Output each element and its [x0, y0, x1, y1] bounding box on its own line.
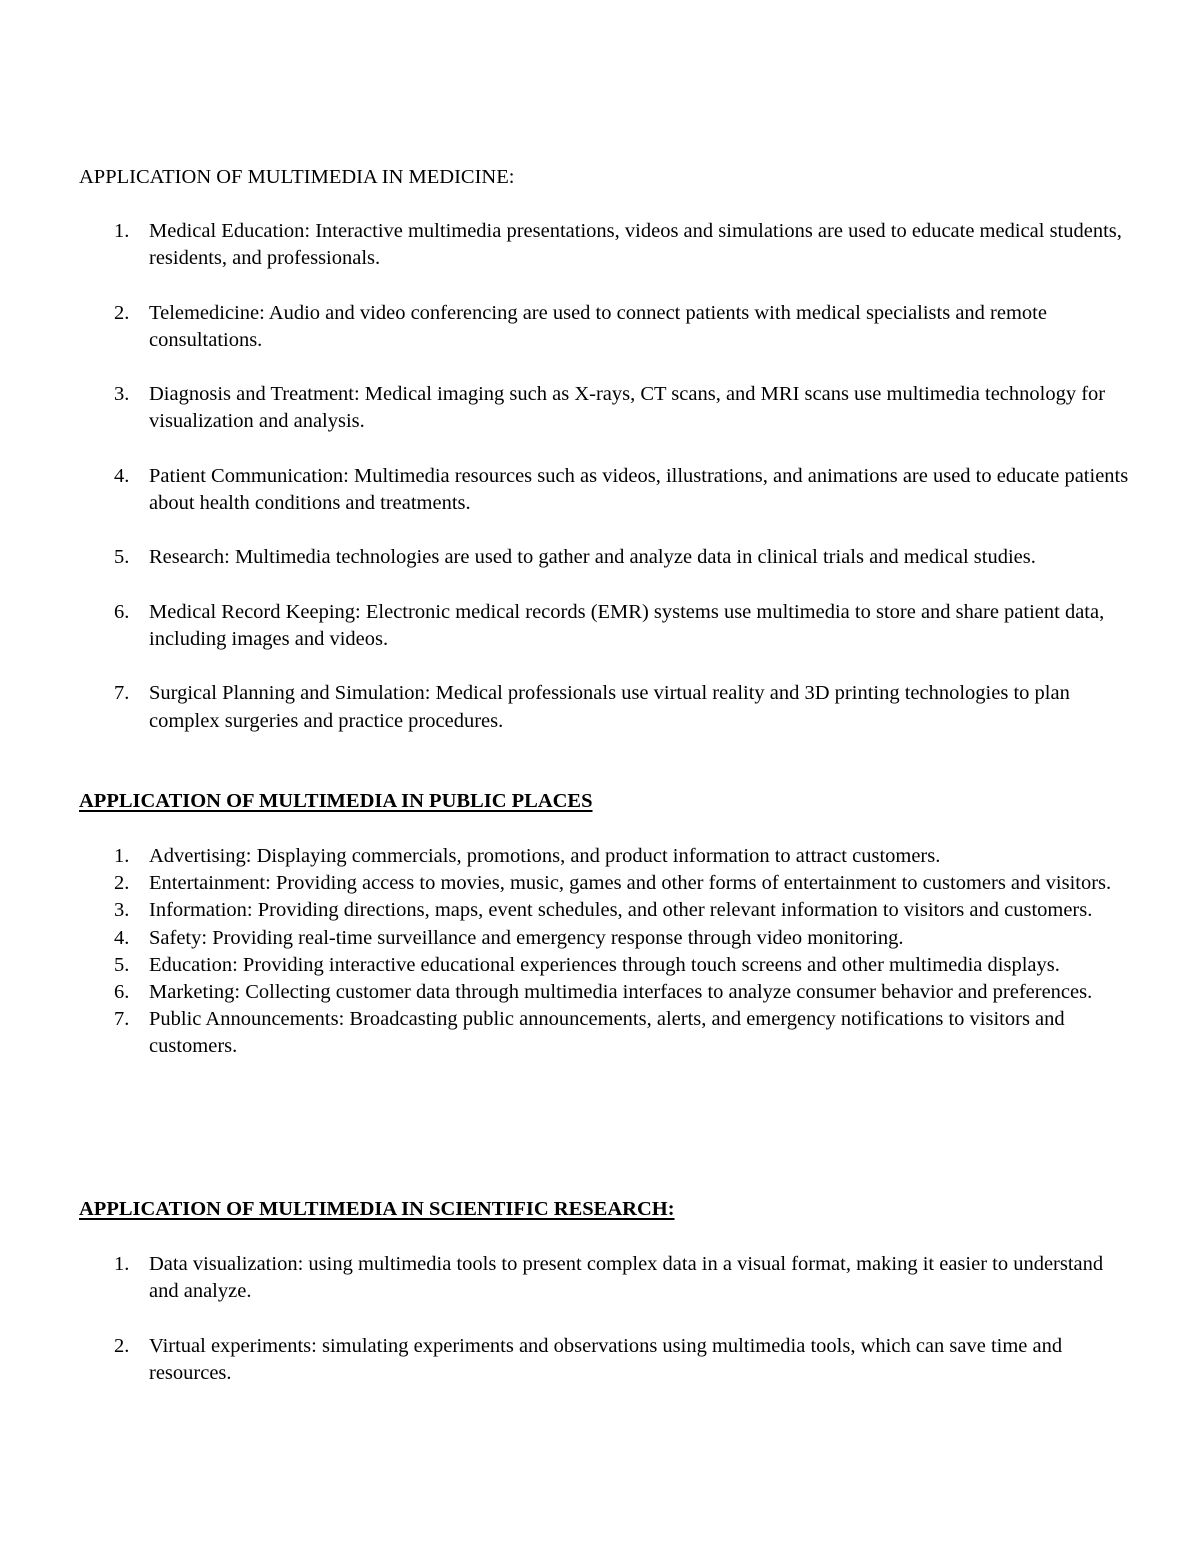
list-number: 3. [114, 899, 130, 922]
scientific-research-heading: APPLICATION OF MULTIMEDIA IN SCIENTIFIC RESEARCH: [79, 1198, 675, 1220]
list-text: Medical Record Keeping: Electronic medical records (EMR) systems use multimedia to store and share patient data, including images and videos. [149, 600, 1105, 650]
list-text: Telemedicine: Audio and video conferencing are used to connect patients with medical specialists and remote consultations. [149, 301, 1047, 351]
list-item [0, 1333, 1130, 1387]
list-item [0, 979, 1130, 1006]
list-text: Information: Providing directions, maps, event schedules, and other relevant information to visitors and customers. [149, 899, 1093, 922]
list-number: 5. [114, 953, 130, 976]
list-item [0, 1251, 1130, 1305]
public-places-list [0, 843, 1130, 1061]
list-number: 1. [114, 1253, 130, 1275]
scientific-research-list [0, 1251, 1130, 1414]
list-item [0, 897, 1130, 924]
list-number: 2. [114, 1334, 130, 1357]
medicine-heading: APPLICATION OF MULTIMEDIA IN MEDICINE: [79, 166, 515, 188]
list-number: 4. [114, 464, 130, 487]
list-text: Education: Providing interactive educational experiences through touch screens and other multimedia displays. [149, 953, 1060, 976]
list-text: Safety: Providing real-time surveillance and emergency response through video monitoring. [149, 926, 904, 949]
list-item [0, 843, 1130, 870]
list-number: 5. [114, 546, 130, 569]
list-number: 7. [114, 682, 130, 705]
list-number: 6. [114, 600, 130, 623]
list-number: 6. [114, 981, 130, 1004]
list-text: Patient Communication: Multimedia resources such as videos, illustrations, and animations are used to educate patients about health conditions and treatments. [149, 464, 1129, 514]
list-item [0, 1006, 1130, 1060]
list-text: Advertising: Displaying commercials, promotions, and product information to attract customers. [149, 845, 941, 867]
list-number: 3. [114, 383, 130, 406]
list-text: Research: Multimedia technologies are used to gather and analyze data in clinical trials and medical studies. [149, 546, 1036, 569]
list-item [0, 381, 1130, 435]
list-item [0, 870, 1130, 897]
list-number: 7. [114, 1008, 130, 1031]
list-text: Surgical Planning and Simulation: Medical professionals use virtual reality and 3D printing technologies to plan complex surgeries and practice procedures. [149, 682, 1070, 732]
list-item [0, 952, 1130, 979]
list-number: 1. [114, 845, 130, 867]
public-places-heading: APPLICATION OF MULTIMEDIA IN PUBLIC PLACES [79, 790, 593, 812]
list-text: Public Announcements: Broadcasting public announcements, alerts, and emergency notifications to visitors and customers. [149, 1008, 1065, 1058]
list-item [0, 300, 1130, 354]
list-item [0, 680, 1130, 734]
list-item [0, 218, 1130, 272]
list-number: 4. [114, 926, 130, 949]
list-item [0, 925, 1130, 952]
list-number: 1. [114, 220, 130, 242]
list-text: Entertainment: Providing access to movies, music, games and other forms of entertainment to customers and visitors. [149, 872, 1112, 895]
list-text: Diagnosis and Treatment: Medical imaging such as X-rays, CT scans, and MRI scans use multimedia technology for visualization and analysis. [149, 383, 1106, 433]
list-text: Medical Education: Interactive multimedia presentations, videos and simulations are used to educate medical students, residents, and professionals. [149, 220, 1122, 270]
list-text: Marketing: Collecting customer data through multimedia interfaces to analyze consumer behavior and preferences. [149, 981, 1093, 1004]
medicine-list [0, 218, 1130, 762]
list-text: Data visualization: using multimedia tools to present complex data in a visual format, making it easier to understand and analyze. [149, 1253, 1104, 1303]
list-number: 2. [114, 301, 130, 324]
list-item [0, 544, 1130, 571]
list-number: 2. [114, 872, 130, 895]
list-text: Virtual experiments: simulating experiments and observations using multimedia tools, which can save time and resources. [149, 1334, 1063, 1384]
list-item [0, 463, 1130, 517]
list-item [0, 599, 1130, 653]
